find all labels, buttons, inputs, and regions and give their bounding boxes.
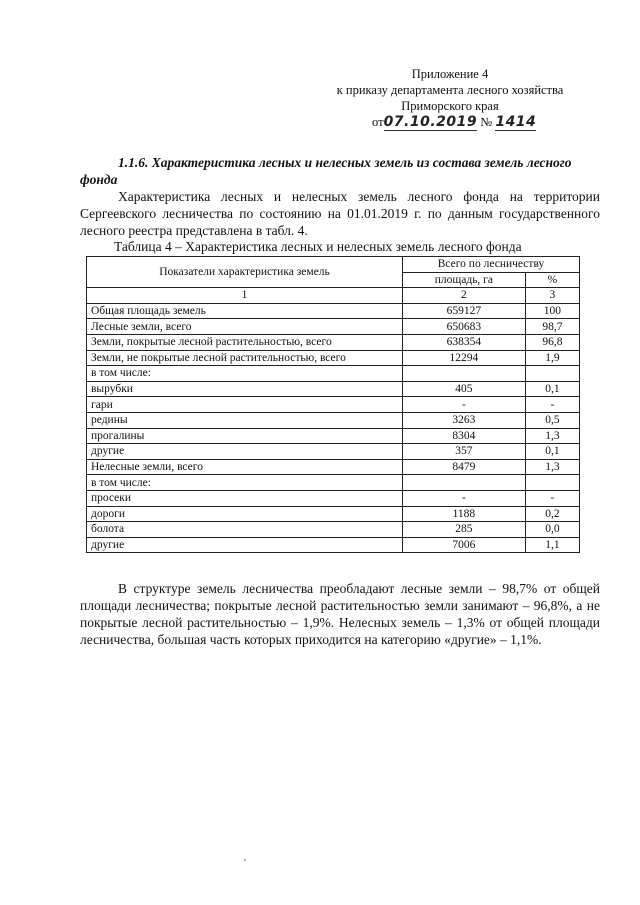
order-reference: к приказу департамента лесного хозяйства xyxy=(336,83,564,97)
row-area xyxy=(402,366,525,382)
table-row xyxy=(87,334,580,350)
column-number-3: 3 xyxy=(525,288,579,304)
row-percent: - xyxy=(525,397,579,413)
table-row xyxy=(87,522,580,538)
table-row xyxy=(87,537,580,553)
row-label: Общая площадь земель xyxy=(87,303,403,319)
row-label: Земли, покрытые лесной растительностью, всего xyxy=(87,334,403,350)
row-label: вырубки xyxy=(87,381,403,397)
row-area: 659127 xyxy=(402,303,525,319)
table-row xyxy=(87,428,580,444)
table-row xyxy=(87,319,580,335)
row-percent xyxy=(525,366,579,382)
row-label: прогалины xyxy=(87,428,403,444)
order-date: 07.10.2019 xyxy=(383,114,478,130)
table-row xyxy=(87,397,580,413)
row-percent: 1,1 xyxy=(525,537,579,553)
appendix-title: Приложение 4 xyxy=(411,67,489,81)
row-area: 3263 xyxy=(402,412,525,428)
row-percent: 0,0 xyxy=(525,522,579,538)
row-area: 1188 xyxy=(402,506,525,522)
row-percent: 100 xyxy=(525,303,579,319)
row-label: Лесные земли, всего xyxy=(87,319,403,335)
row-percent xyxy=(525,475,579,491)
table-row xyxy=(87,350,580,366)
table-number-row xyxy=(87,288,580,304)
header-total: Всего по лесничеству xyxy=(402,257,579,273)
row-percent: 1,3 xyxy=(525,428,579,444)
column-number-2: 2 xyxy=(402,288,525,304)
row-label: Нелесные земли, всего xyxy=(87,459,403,475)
from-label: от xyxy=(372,115,384,129)
row-label: другие xyxy=(87,444,403,460)
row-percent: 0,2 xyxy=(525,506,579,522)
row-area xyxy=(402,475,525,491)
row-label: гари xyxy=(87,397,403,413)
row-area: 638354 xyxy=(402,334,525,350)
row-label: дороги xyxy=(87,506,403,522)
section-heading: 1.1.6. Характеристика лесных и нелесных земель из состава земель лесного фонда xyxy=(80,155,572,187)
region-name: Приморского края xyxy=(401,99,499,113)
row-area: 12294 xyxy=(402,350,525,366)
intro-paragraph: Характеристика лесных и нелесных земель лесного фонда на территории Сергеевского лесничества по состоянию на 01.01.2019 г. по данным государственного лесного реестра представлена в табл. 4. xyxy=(80,189,600,238)
row-percent: 1,9 xyxy=(525,350,579,366)
row-percent: 1,3 xyxy=(525,459,579,475)
row-percent: 98,7 xyxy=(525,319,579,335)
row-area: - xyxy=(402,397,525,413)
row-label: просеки xyxy=(87,490,403,506)
row-percent: 0,5 xyxy=(525,412,579,428)
row-area: 405 xyxy=(402,381,525,397)
scan-speck xyxy=(244,859,246,861)
row-area: - xyxy=(402,490,525,506)
table-header-row xyxy=(87,257,580,273)
table-row xyxy=(87,459,580,475)
column-number-1: 1 xyxy=(87,288,403,304)
row-label: в том числе: xyxy=(87,366,403,382)
order-number: 1414 xyxy=(495,114,537,130)
table-row xyxy=(87,490,580,506)
row-label: болота xyxy=(87,522,403,538)
table-body xyxy=(87,257,580,553)
row-label: другие xyxy=(87,537,403,553)
row-percent: 96,8 xyxy=(525,334,579,350)
table-row xyxy=(87,303,580,319)
row-percent: 0,1 xyxy=(525,444,579,460)
order-date-number xyxy=(372,114,536,131)
row-area: 285 xyxy=(402,522,525,538)
table-row xyxy=(87,381,580,397)
header-percent: % xyxy=(525,272,579,288)
row-area: 357 xyxy=(402,444,525,460)
land-characteristics-table xyxy=(86,256,580,553)
number-label: № xyxy=(480,115,493,129)
table-caption: Таблица 4 – Характеристика лесных и нелесных земель лесного фонда xyxy=(114,239,522,254)
row-area: 8304 xyxy=(402,428,525,444)
table-row xyxy=(87,366,580,382)
row-label: Земли, не покрытые лесной растительностью, всего xyxy=(87,350,403,366)
table-row xyxy=(87,506,580,522)
row-percent: 0,1 xyxy=(525,381,579,397)
row-label: редины xyxy=(87,412,403,428)
table-row xyxy=(87,444,580,460)
row-area: 8479 xyxy=(402,459,525,475)
conclusion-paragraph: В структуре земель лесничества преобладают лесные земли – 98,7% от общей площади лесничества; покрытые лесной растительностью земли занимают – 96,8%, а не покрытые лесной растительностью – 1,9%. Нелесных земель – 1,3% от общей площади лесничества, большая часть которых приходится на категорию «другие» – 1,1%. xyxy=(80,581,600,647)
row-area: 7006 xyxy=(402,537,525,553)
table-row xyxy=(87,412,580,428)
row-label: в том числе: xyxy=(87,475,403,491)
row-area: 650683 xyxy=(402,319,525,335)
table-row xyxy=(87,475,580,491)
header-area: площадь, га xyxy=(402,272,525,288)
row-percent: - xyxy=(525,490,579,506)
header-indicator: Показатели характеристика земель xyxy=(87,257,403,288)
